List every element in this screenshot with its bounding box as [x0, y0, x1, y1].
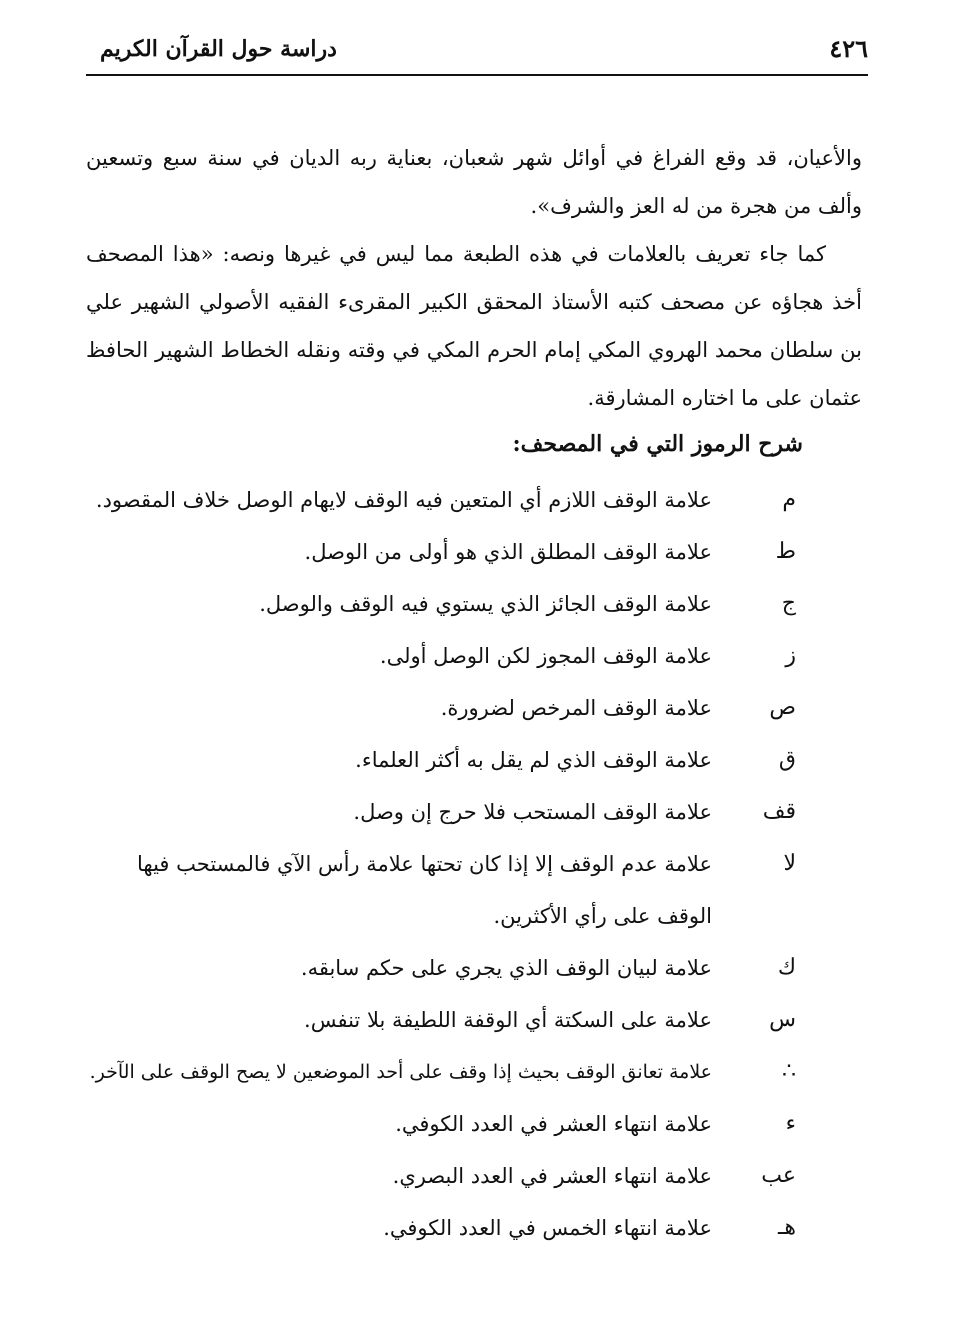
- symbol-description: علامة الوقف المجوز لكن الوصل أولى.: [379, 644, 712, 668]
- symbol-row: [80, 734, 802, 786]
- symbol-row: [80, 526, 802, 578]
- symbol-description: علامة الوقف المرخص لضرورة.: [440, 696, 712, 720]
- symbol-description: علامة تعانق الوقف بحيث إذا وقف على أحد الموضعين لا يصح الوقف على الآخر.: [89, 1061, 712, 1083]
- symbol-glyph: ء: [785, 1111, 796, 1136]
- symbol-row: [80, 682, 802, 734]
- symbol-description: علامة انتهاء العشر في العدد الكوفي.: [395, 1112, 712, 1136]
- page-number: ٤٢٦: [829, 34, 868, 63]
- symbol-row: [80, 1098, 802, 1150]
- symbol-glyph: ز: [785, 643, 796, 668]
- symbol-glyph: ∴: [782, 1059, 796, 1084]
- symbol-description: علامة الوقف المطلق الذي هو أولى من الوصل.: [304, 540, 712, 564]
- symbol-description: علامة انتهاء الخمس في العدد الكوفي.: [383, 1216, 712, 1240]
- symbol-row: [80, 1202, 802, 1254]
- paragraph-markings-intro: كما جاء تعريف بالعلامات في هذه الطبعة مما ليس في غيرها ونصه: «هذا المصحف أخذ هجاؤه عن مصحف كتبه الأستاذ المحقق الكبير المقرىء الفقيه الأصولي الشهير علي بن سلطان محمد الهروي المكي إمام الحرم المكي في وقته ونقله الخطاط الشهير الحافظ عثمان على ما اختاره المشارقة.: [86, 242, 862, 410]
- symbol-glyph: ص: [769, 695, 796, 720]
- symbol-glyph: عب: [761, 1163, 796, 1188]
- symbol-description: علامة انتهاء العشر في العدد البصري.: [392, 1164, 712, 1188]
- running-title: دراسة حول القرآن الكريم: [100, 36, 337, 62]
- page-header: [86, 30, 868, 72]
- symbol-glyph: ج: [781, 591, 796, 616]
- symbol-glyph: لا: [783, 851, 796, 876]
- symbol-glyph: م: [782, 487, 796, 512]
- symbol-row: [80, 942, 802, 994]
- section-heading: شرح الرموز التي في المصحف:: [512, 431, 803, 457]
- symbol-description: علامة عدم الوقف إلا إذا كان تحتها علامة رأس الآي فالمستحب فيها الوقف على رأي الأكثرين.: [137, 852, 712, 928]
- symbol-row: [80, 474, 802, 526]
- symbol-description: علامة الوقف اللازم أي المتعين فيه الوقف لايهام الوصل خلاف المقصود.: [95, 488, 712, 512]
- symbol-description: علامة على السكتة أي الوقفة اللطيفة بلا تنفس.: [304, 1008, 712, 1032]
- symbol-row: [80, 630, 802, 682]
- symbol-row: [80, 1150, 802, 1202]
- symbol-glyph: ق: [778, 747, 796, 772]
- symbol-row: [80, 1046, 802, 1098]
- symbol-glyph: ط: [775, 539, 796, 564]
- paragraph-continued: والأعيان، قد وقع الفراغ في أوائل شهر شعبان، بعناية ربه الديان في سنة سبع وتسعين وألف من هجرة من له العز والشرف».: [86, 146, 862, 218]
- symbol-glyph: هـ: [777, 1215, 796, 1240]
- symbol-row: [80, 578, 802, 630]
- symbol-description: علامة الوقف المستحب فلا حرج إن وصل.: [353, 800, 712, 824]
- symbol-glyph: س: [769, 1007, 796, 1032]
- symbol-row: [80, 838, 802, 942]
- symbol-description: علامة لبيان الوقف الذي يجري على حكم سابقه.: [300, 956, 712, 980]
- symbol-row: [80, 786, 802, 838]
- symbol-row: [80, 994, 802, 1046]
- header-rule: [86, 74, 868, 76]
- symbol-glyph: ك: [777, 955, 796, 980]
- symbol-description: علامة الوقف الجائز الذي يستوي فيه الوقف والوصل.: [259, 592, 712, 616]
- symbol-glyph: قف: [762, 799, 796, 824]
- symbol-list: [80, 474, 802, 1254]
- symbol-description: علامة الوقف الذي لم يقل به أكثر العلماء.: [355, 748, 712, 772]
